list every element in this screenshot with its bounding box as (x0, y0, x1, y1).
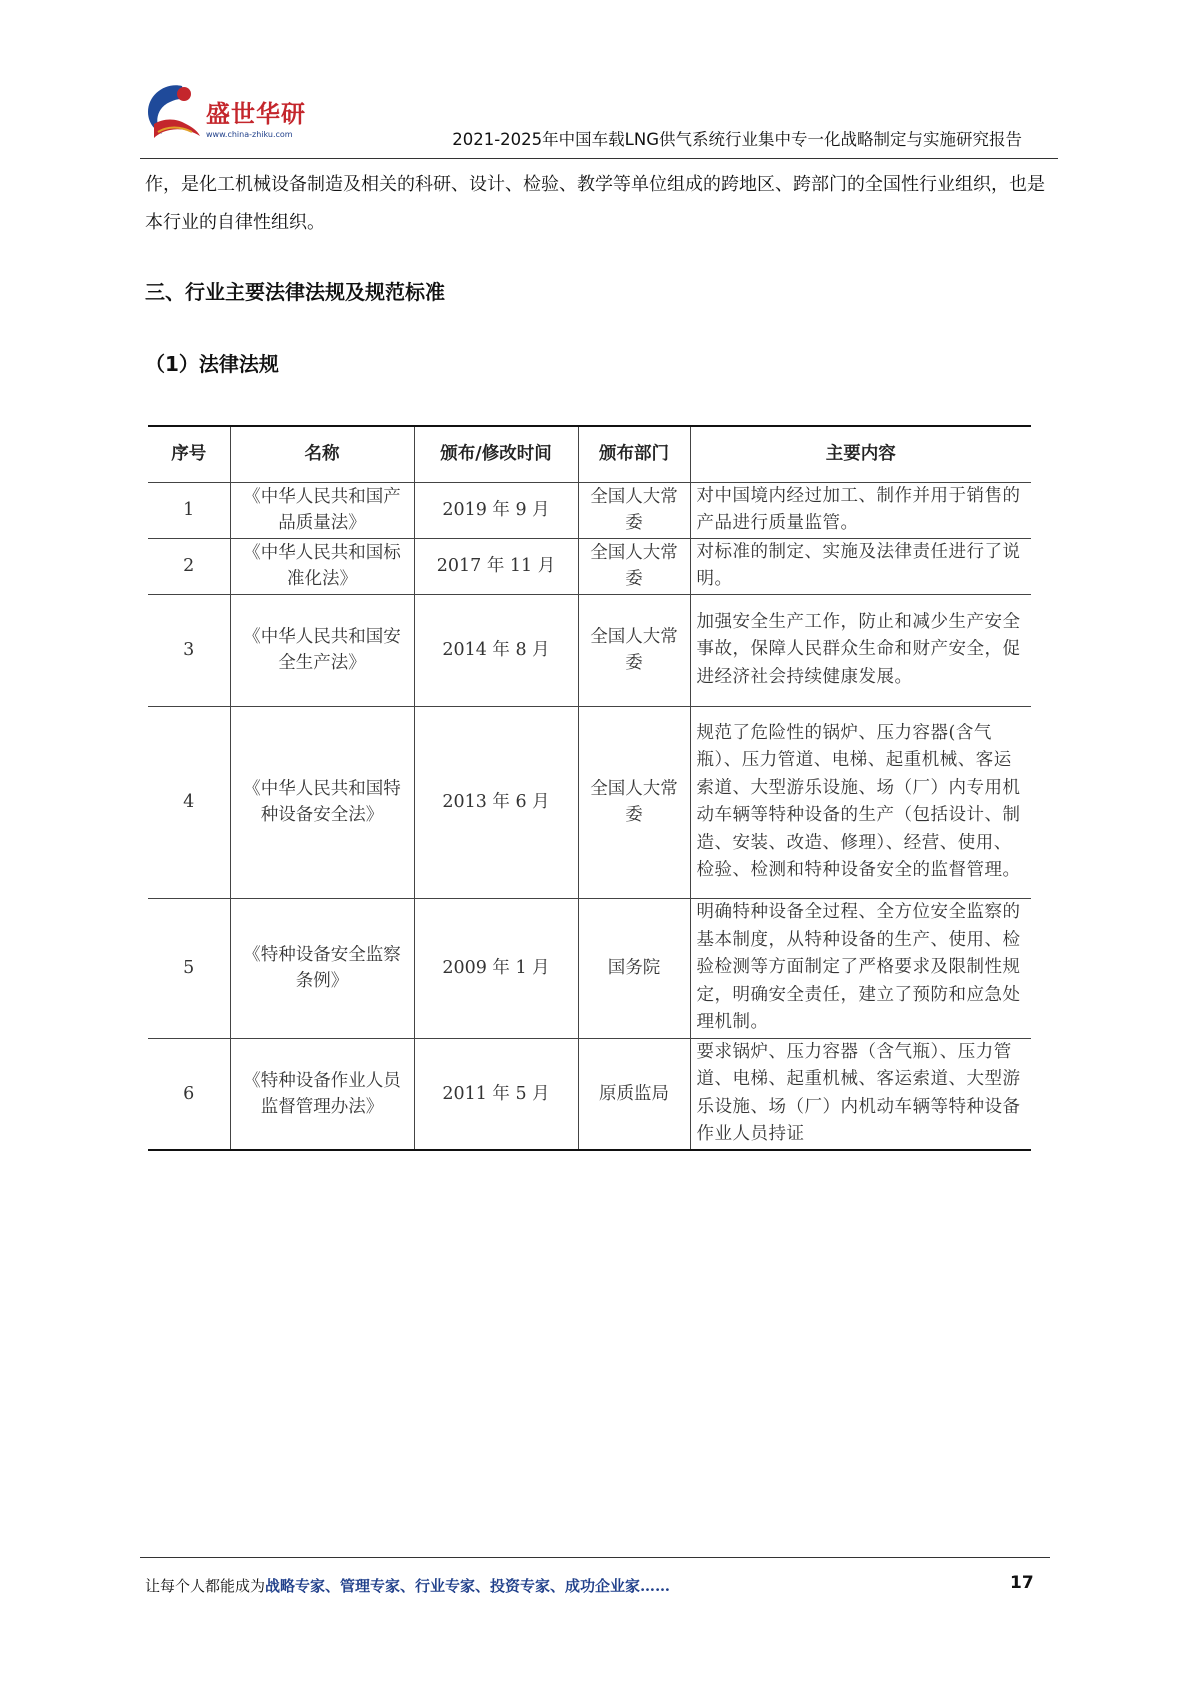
cell-dept: 全国人大常委 (578, 706, 690, 898)
header-content: 主要内容 (690, 426, 1031, 482)
cell-name: 《中华人民共和国标准化法》 (230, 538, 414, 594)
cell-content: 加强安全生产工作，防止和减少生产安全事故，保障人民群众生命和财产安全，促进经济社会持续健康发展。 (690, 594, 1031, 706)
footer-divider (140, 1557, 1050, 1558)
table-row (148, 538, 1031, 594)
cell-dept: 全国人大常委 (578, 482, 690, 538)
footer-slogan (145, 1575, 670, 1596)
cell-content: 对中国境内经过加工、制作并用于销售的产品进行质量监管。 (690, 482, 1031, 538)
report-title: 2021-2025年中国车载LNG供气系统行业集中专一化战略制定与实施研究报告 (452, 130, 1022, 149)
cell-name: 《特种设备安全监察条例》 (230, 898, 414, 1038)
footer-slogan-emphasis: 战略专家、管理专家、行业专家、投资专家、成功企业家…… (265, 1577, 671, 1595)
table-row (148, 594, 1031, 706)
cell-name: 《中华人民共和国产品质量法》 (230, 482, 414, 538)
cell-name: 《中华人民共和国安全生产法》 (230, 594, 414, 706)
cell-no: 6 (148, 1038, 230, 1150)
cell-content: 对标准的制定、实施及法律责任进行了说明。 (690, 538, 1031, 594)
cell-date: 2011 年 5 月 (414, 1038, 578, 1150)
header-no: 序号 (148, 426, 230, 482)
laws-table (148, 425, 1031, 1151)
cell-no: 5 (148, 898, 230, 1038)
logo-url: www.china-zhiku.com (206, 130, 293, 139)
cell-name: 《特种设备作业人员监督管理办法》 (230, 1038, 414, 1150)
subsection-title: （1）法律法规 (145, 352, 279, 376)
cell-no: 3 (148, 594, 230, 706)
header-name: 名称 (230, 426, 414, 482)
cell-date: 2017 年 11 月 (414, 538, 578, 594)
page-header (140, 80, 1058, 158)
company-logo (140, 80, 340, 150)
cell-content: 规范了危险性的锅炉、压力容器(含气瓶）、压力管道、电梯、起重机械、客运索道、大型游乐设施、场（厂）内专用机动车辆等特种设备的生产（包括设计、制造、安装、改造、修理）、经营、使用、检验、检测和特种设备安全的监督管理。 (690, 706, 1031, 898)
table-header-row (148, 426, 1031, 482)
cell-no: 4 (148, 706, 230, 898)
cell-date: 2009 年 1 月 (414, 898, 578, 1038)
cell-dept: 全国人大常委 (578, 538, 690, 594)
header-dept: 颁布部门 (578, 426, 690, 482)
cell-date: 2014 年 8 月 (414, 594, 578, 706)
logo-emblem-icon (140, 80, 204, 144)
cell-no: 2 (148, 538, 230, 594)
cell-name: 《中华人民共和国特种设备安全法》 (230, 706, 414, 898)
page-number: 17 (1010, 1573, 1034, 1593)
cell-dept: 全国人大常委 (578, 594, 690, 706)
logo-name: 盛世华研 (206, 100, 306, 128)
cell-dept: 国务院 (578, 898, 690, 1038)
table-row (148, 706, 1031, 898)
cell-content: 要求锅炉、压力容器（含气瓶）、压力管道、电梯、起重机械、客运索道、大型游乐设施、场（厂）内机动车辆等特种设备作业人员持证 (690, 1038, 1031, 1150)
cell-no: 1 (148, 482, 230, 538)
cell-date: 2013 年 6 月 (414, 706, 578, 898)
table-row (148, 1038, 1031, 1150)
table-row (148, 482, 1031, 538)
header-divider (140, 158, 1058, 159)
cell-date: 2019 年 9 月 (414, 482, 578, 538)
cell-content: 明确特种设备全过程、全方位安全监察的基本制度，从特种设备的生产、使用、检验检测等方面制定了严格要求及限制性规定，明确安全责任，建立了预防和应急处理机制。 (690, 898, 1031, 1038)
footer-slogan-prefix: 让每个人都能成为 (145, 1577, 266, 1595)
header-date: 颁布/修改时间 (414, 426, 578, 482)
section-title: 三、行业主要法律法规及规范标准 (145, 280, 445, 304)
intro-paragraph: 作，是化工机械设备制造及相关的科研、设计、检验、教学等单位组成的跨地区、跨部门的全国性行业组织，也是本行业的自律性组织。 (145, 174, 1045, 233)
cell-dept: 原质监局 (578, 1038, 690, 1150)
table-row (148, 898, 1031, 1038)
